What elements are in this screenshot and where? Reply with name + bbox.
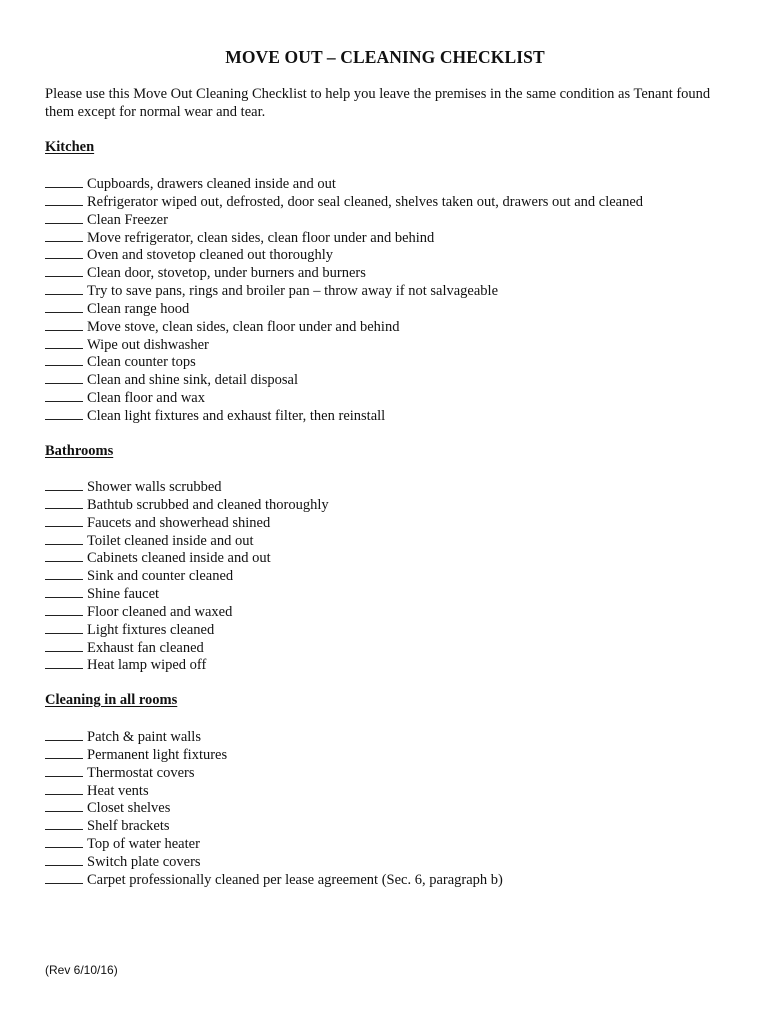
list-item [45,853,745,871]
item-label: Heat lamp wiped off [87,657,207,674]
list-item [45,621,745,639]
list-item [45,567,745,585]
list-item [45,496,745,514]
list-item [45,782,745,800]
item-label: Clean Freezer [87,211,168,228]
list-item [45,193,745,211]
item-label: Light fixtures cleaned [87,621,215,638]
checkbox-blank-line[interactable] [45,229,83,242]
list-item [45,603,745,621]
item-label: Closet shelves [87,800,171,817]
checkbox-blank-line[interactable] [45,478,83,491]
item-label: Clean light fixtures and exhaust filter, then reinstall [87,407,386,424]
item-label: Heat vents [87,782,149,799]
item-label: Cupboards, drawers cleaned inside and out [87,176,336,192]
list-item [45,514,745,532]
checkbox-blank-line[interactable] [45,264,83,277]
item-label: Permanent light fixtures [87,746,228,763]
checkbox-blank-line[interactable] [45,728,83,741]
list-item [45,746,745,764]
item-label: Exhaust fan cleaned [87,639,204,656]
checkbox-blank-line[interactable] [45,407,83,420]
list-item [45,407,745,425]
list-item [45,764,745,782]
item-label: Toilet cleaned inside and out [87,532,254,549]
item-label: Shine faucet [87,586,160,603]
item-label: Oven and stovetop cleaned out thoroughly [87,247,334,264]
checkbox-blank-line[interactable] [45,764,83,777]
list-item [45,549,745,567]
list-item [45,175,745,193]
checkbox-blank-line[interactable] [45,799,83,812]
item-label: Clean floor and wax [87,390,205,407]
checkbox-blank-line[interactable] [45,300,83,313]
section-heading-all-rooms: Cleaning in all rooms [45,692,178,708]
revision-note: (Rev 6/10/16) [45,963,118,977]
list-item [45,799,745,817]
item-label: Top of water heater [87,836,200,853]
list-item [45,532,745,550]
item-label: Shower walls scrubbed [87,479,222,495]
list-item [45,353,745,371]
item-label: Clean counter tops [87,354,196,371]
item-label: Clean door, stovetop, under burners and burners [87,265,366,282]
checkbox-blank-line[interactable] [45,782,83,795]
item-label: Move refrigerator, clean sides, clean floor under and behind [87,229,435,246]
checkbox-blank-line[interactable] [45,835,83,848]
kitchen-item-list [45,175,745,425]
list-item [45,817,745,835]
item-label: Carpet professionally cleaned per lease agreement (Sec. 6, paragraph b) [87,871,503,888]
item-label: Faucets and showerhead shined [87,514,271,531]
checkbox-blank-line[interactable] [45,621,83,634]
list-item [45,389,745,407]
section-heading-bathrooms: Bathrooms [45,443,114,459]
checkbox-blank-line[interactable] [45,639,83,652]
list-item [45,264,745,282]
item-label: Try to save pans, rings and broiler pan – throw away if not salvageable [87,283,499,300]
list-item [45,371,745,389]
checkbox-blank-line[interactable] [45,336,83,349]
list-item [45,639,745,657]
checkbox-blank-line[interactable] [45,603,83,616]
checkbox-blank-line[interactable] [45,371,83,384]
checkbox-blank-line[interactable] [45,853,83,866]
item-label: Wipe out dishwasher [87,336,209,353]
item-label: Clean range hood [87,300,190,317]
item-label: Refrigerator wiped out, defrosted, door seal cleaned, shelves taken out, drawers out and cleaned [87,193,644,210]
bathrooms-item-list [45,478,745,674]
checkbox-blank-line[interactable] [45,353,83,366]
item-label: Floor cleaned and waxed [87,603,233,620]
checkbox-blank-line[interactable] [45,549,83,562]
checkbox-blank-line[interactable] [45,282,83,295]
checkbox-blank-line[interactable] [45,246,83,259]
list-item [45,336,745,354]
list-item [45,871,745,889]
checkbox-blank-line[interactable] [45,514,83,527]
checkbox-blank-line[interactable] [45,871,83,884]
item-label: Shelf brackets [87,818,170,835]
item-label: Move stove, clean sides, clean floor under and behind [87,318,400,335]
section-heading-kitchen: Kitchen [45,139,95,155]
list-item [45,246,745,264]
list-item [45,282,745,300]
list-item [45,835,745,853]
list-item [45,656,745,674]
all-rooms-item-list [45,728,745,889]
checkbox-blank-line[interactable] [45,193,83,206]
item-label: Bathtub scrubbed and cleaned thoroughly [87,496,329,513]
checkbox-blank-line[interactable] [45,389,83,402]
list-item [45,728,745,746]
list-item [45,300,745,318]
checkbox-blank-line[interactable] [45,532,83,545]
item-label: Cabinets cleaned inside and out [87,550,271,567]
checkbox-blank-line[interactable] [45,656,83,669]
checkbox-blank-line[interactable] [45,585,83,598]
list-item [45,211,745,229]
page-title: MOVE OUT – CLEANING CHECKLIST [225,47,545,67]
intro-paragraph: Please use this Move Out Cleaning Checklist to help you leave the premises in the same condition as Tenant found them except for normal wear and tear. [45,86,711,120]
checkbox-blank-line[interactable] [45,567,83,580]
item-label: Clean and shine sink, detail disposal [87,372,299,389]
checkbox-blank-line[interactable] [45,318,83,331]
checkbox-blank-line[interactable] [45,817,83,830]
checkbox-blank-line[interactable] [45,746,83,759]
item-label: Switch plate covers [87,853,201,870]
list-item [45,229,745,247]
checkbox-blank-line[interactable] [45,175,83,188]
checkbox-blank-line[interactable] [45,211,83,224]
item-label: Sink and counter cleaned [87,568,234,585]
list-item [45,585,745,603]
list-item [45,478,745,496]
item-label: Thermostat covers [87,764,195,781]
checkbox-blank-line[interactable] [45,496,83,509]
list-item [45,318,745,336]
item-label: Patch & paint walls [87,729,201,745]
